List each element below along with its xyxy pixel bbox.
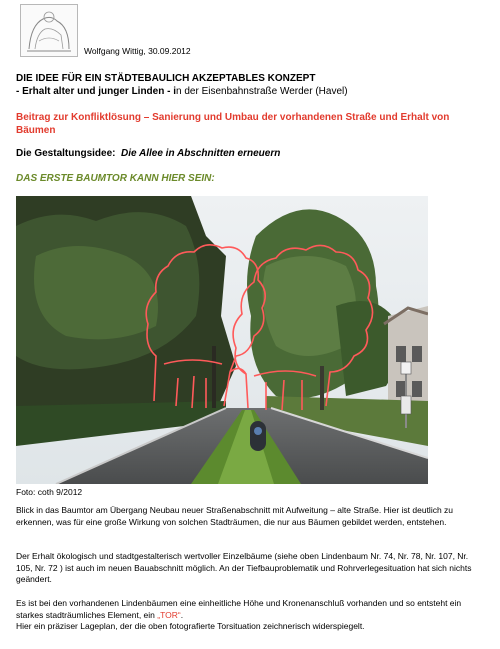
- author-date: Wolfgang Wittig, 30.09.2012: [84, 46, 191, 56]
- heading-line-2-normal: n der Eisenbahnstraße Werder (Havel): [176, 86, 348, 97]
- paragraph-1: Blick in das Baumtor am Übergang Neubau neuer Straßenabschnitt mit Aufweitung – alte Straße. Hier ist deutlich zu erkennen, was für eine große Wirkung von solchen Stadträumen, die nur aus Bäumen gebildet werden, entstehen.: [16, 505, 454, 527]
- street-photo: [16, 196, 428, 484]
- paragraph-2: Der Erhalt ökologisch und stadtgestalterisch wertvoller Einzelbäume (siehe oben Lindenbaum Nr. 74, Nr. 78, Nr. 107, Nr. 105, Nr. 72 ) ist auch im neuen Bauabschnitt möglich. An der Tiefbauproblematik und Rohrverlegesituation hat sich nichts geändert.: [16, 551, 472, 584]
- paragraph-3: [16, 598, 486, 633]
- design-idea: [16, 148, 280, 159]
- paragraph-3-text: Es ist bei den vorhandenen Lindenbäumen eine einheitliche Höhe und Kronenanschluß vorhanden und so entsteht ein starkes stadträumliches Element, ein: [16, 598, 462, 620]
- paragraph-3-line-2: Hier ein präziser Lageplan, der die oben fotografierte Torsituation zeichnerisch widerspiegelt.: [16, 621, 365, 631]
- main-heading: [16, 72, 486, 98]
- photo-caption: Foto: coth 9/2012: [16, 487, 83, 497]
- red-subtitle: Beitrag zur Konfliktlösung – Sanierung und Umbau der vorhandenen Straße und Erhalt von Bäumen: [16, 112, 450, 136]
- green-subtitle: DAS ERSTE BAUMTOR KANN HIER SEIN:: [16, 173, 215, 184]
- sketch-logo-icon: [20, 4, 78, 57]
- heading-line-2-bold: - Erhalt alter und junger Linden - i: [16, 86, 177, 97]
- design-idea-label: Die Gestaltungsidee:: [16, 148, 116, 159]
- design-idea-text: Die Allee in Abschnitten erneuern: [121, 148, 281, 159]
- heading-line-2: [16, 85, 486, 98]
- paragraph-3-end: .: [180, 609, 184, 620]
- tor-highlight: „TOR“: [157, 609, 181, 620]
- heading-line-1: DIE IDEE FÜR EIN STÄDTEBAULICH AKZEPTABLES KONZEPT: [16, 73, 316, 84]
